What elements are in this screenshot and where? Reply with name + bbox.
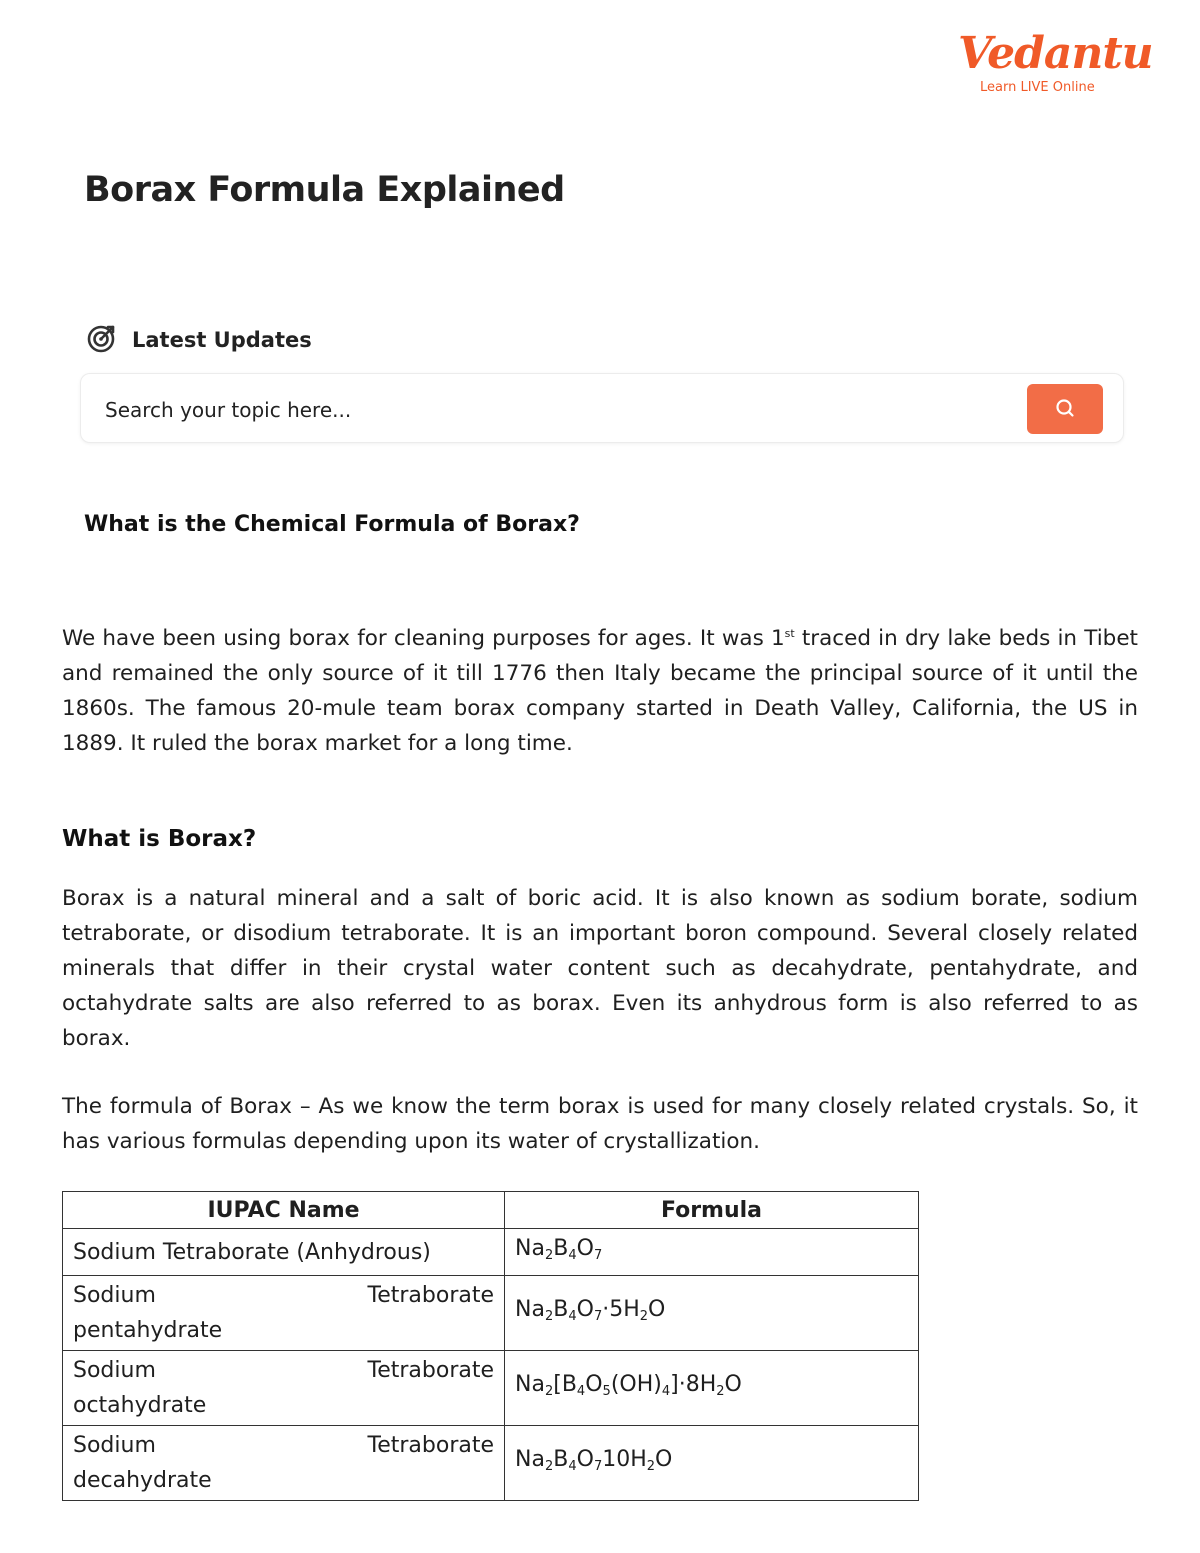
- search-input[interactable]: [103, 392, 987, 428]
- table-row: [63, 1351, 919, 1426]
- header-iupac-name: IUPAC Name: [63, 1192, 505, 1229]
- logo-tagline: Learn LIVE Online: [980, 80, 1095, 95]
- name-text: Tetraborate: [367, 1358, 494, 1383]
- borax-formula-table: [62, 1191, 919, 1501]
- latest-updates[interactable]: [86, 322, 312, 358]
- latest-updates-label: Latest Updates: [132, 328, 312, 352]
- what-is-borax-heading: What is Borax?: [62, 826, 257, 852]
- name-text: Sodium: [73, 1433, 156, 1458]
- formula-cell: $Na_2[B_4O_5(OH)_4]\cdot 8H_2O$: [505, 1351, 919, 1426]
- table-row: [63, 1229, 919, 1276]
- formula-cell: $Na_2B_4O_7\cdot 5H_2O$: [505, 1276, 919, 1351]
- what-is-borax-paragraph: Borax is a natural mineral and a salt of boric acid. It is also known as sodium borate, sodium tetraborate, or disodium tetraborate. It is an important boron compound. Several closely related minerals that differ in their crystal water content such as decahydrate, pentahydrate, and octahydrate salts are also referred to as borax. Even its anhydrous form is also referred to as borax.: [62, 886, 1138, 1051]
- name-text: decahydrate: [73, 1468, 212, 1493]
- name-text: Tetraborate: [367, 1283, 494, 1308]
- formula-paragraph: The formula of Borax – As we know the term borax is used for many closely related crystals. So, it has various formulas depending upon its water of crystallization.: [62, 1094, 1138, 1154]
- chemical-formula-heading: What is the Chemical Formula of Borax?: [84, 512, 580, 537]
- name-text: Tetraborate: [367, 1433, 494, 1458]
- intro-paragraph: [62, 616, 1138, 761]
- iupac-name-cell: [63, 1229, 505, 1276]
- formula-cell: $Na_2B_4O_7$: [505, 1229, 919, 1276]
- name-text: Sodium: [73, 1358, 156, 1383]
- table-header-row: [63, 1192, 919, 1229]
- formula-cell: $Na_2B_4O_710H_2O$: [505, 1426, 919, 1501]
- name-text: pentahydrate: [73, 1318, 223, 1343]
- search-icon: [1054, 397, 1076, 422]
- iupac-name-cell: [63, 1351, 505, 1426]
- target-icon: [86, 322, 118, 358]
- page-title: Borax Formula Explained: [84, 170, 565, 210]
- iupac-name-cell: [63, 1426, 505, 1501]
- name-text: Sodium Tetraborate (Anhydrous): [73, 1239, 431, 1265]
- table-row: [63, 1276, 919, 1351]
- search-bar: [80, 373, 1124, 443]
- iupac-name-cell: [63, 1276, 505, 1351]
- logo-wordmark: Vedantu: [958, 28, 1153, 79]
- vedantu-logo[interactable]: [958, 28, 1153, 110]
- intro-text-start: We have been using borax for cleaning purposes for ages. It was 1: [62, 626, 785, 651]
- search-button[interactable]: [1027, 384, 1103, 434]
- name-text: Sodium: [73, 1283, 156, 1308]
- name-text: octahydrate: [73, 1393, 207, 1418]
- header-formula: Formula: [505, 1192, 919, 1229]
- table-row: [63, 1426, 919, 1501]
- intro-text-end: traced in dry lake beds in Tibet and remained the only source of it till 1776 then Italy became the principal source of it until the 1860s. The famous 20-mule team borax company started in Death Valley, California, the US in 1889. It ruled the borax market for a long time.: [62, 626, 1138, 756]
- ordinal-suffix: st: [784, 627, 795, 640]
